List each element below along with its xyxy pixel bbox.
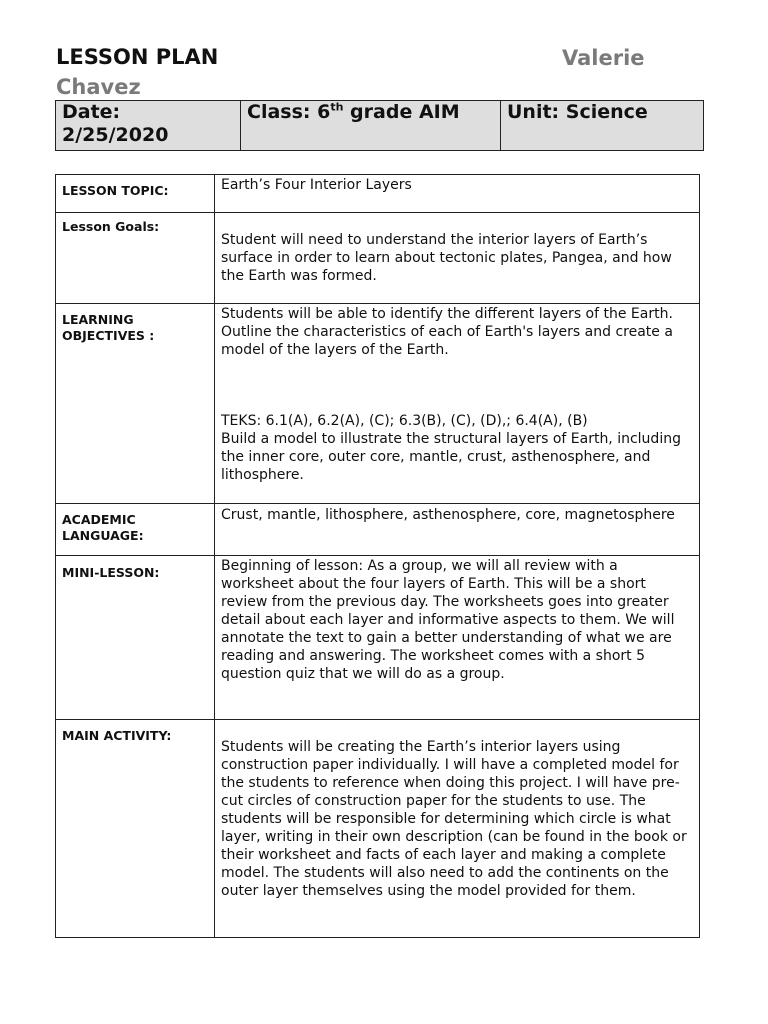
author-first-name: Valerie xyxy=(562,46,645,70)
class-cell xyxy=(241,101,501,151)
table-row xyxy=(56,213,700,304)
table-row xyxy=(56,720,700,938)
mini-value: Beginning of lesson: As a group, we will all review with a worksheet about the four layers of Earth. This will be a short review from the previous day. The worksheets goes into greater detail about each layer and informative aspects to them. We will annotate the text to gain a better understanding of what we are reading and answering. The worksheet comes with a short 5 question quiz that we will do as a group. xyxy=(215,556,700,720)
table-row xyxy=(56,175,700,213)
class-prefix: Class: 6 xyxy=(247,101,331,123)
main-value: Students will be creating the Earth’s interior layers using construction paper individually. I will have a completed model for the students to reference when doing this project. I will have pre-cut circles of construction paper for the students to use. The students will be responsible for determining which circle is what layer, writing in their own description (can be found in the book or their worksheet and facts of each layer and making a complete model. The students will also need to add the continents on the outer layer themselves using the model provided for them. xyxy=(215,720,700,938)
mini-label: MINI-LESSON: xyxy=(56,556,215,720)
objectives-model-text: Build a model to illustrate the structural layers of Earth, including the inner core, outer core, mantle, crust, asthenosphere, and lithosphere. xyxy=(221,431,681,483)
table-row xyxy=(56,304,700,504)
unit-cell xyxy=(501,101,704,151)
header-table xyxy=(55,100,704,151)
date-value: 2/25/2020 xyxy=(62,124,169,146)
lesson-table xyxy=(55,174,700,938)
academic-label: ACADEMIC LANGUAGE: xyxy=(56,504,215,556)
table-row xyxy=(56,504,700,556)
objectives-teks: TEKS: 6.1(A), 6.2(A), (C); 6.3(B), (C), (D),; 6.4(A), (B) xyxy=(221,413,588,429)
author-last-name: Chavez xyxy=(56,75,141,99)
table-row xyxy=(56,556,700,720)
class-superscript: th xyxy=(330,100,344,114)
date-cell xyxy=(56,101,241,151)
document-title: LESSON PLAN xyxy=(56,45,219,69)
academic-value: Crust, mantle, lithosphere, asthenosphere, core, magnetosphere xyxy=(215,504,700,556)
goals-label: Lesson Goals: xyxy=(56,213,215,304)
topic-value: Earth’s Four Interior Layers xyxy=(215,175,700,213)
date-label: Date: xyxy=(62,101,121,123)
unit-label: Unit: Science xyxy=(507,101,648,123)
class-suffix: grade AIM xyxy=(343,101,460,123)
main-label: MAIN ACTIVITY: xyxy=(56,720,215,938)
objectives-value xyxy=(215,304,700,504)
objectives-label: LEARNING OBJECTIVES : xyxy=(56,304,215,504)
goals-value: Student will need to understand the interior layers of Earth’s surface in order to learn about tectonic plates, Pangea, and how the Earth was formed. xyxy=(215,213,700,304)
topic-label: LESSON TOPIC: xyxy=(56,175,215,213)
objectives-text: Students will be able to identify the different layers of the Earth. Outline the characteristics of each of Earth's layers and create a model of the layers of the Earth. xyxy=(221,306,673,358)
